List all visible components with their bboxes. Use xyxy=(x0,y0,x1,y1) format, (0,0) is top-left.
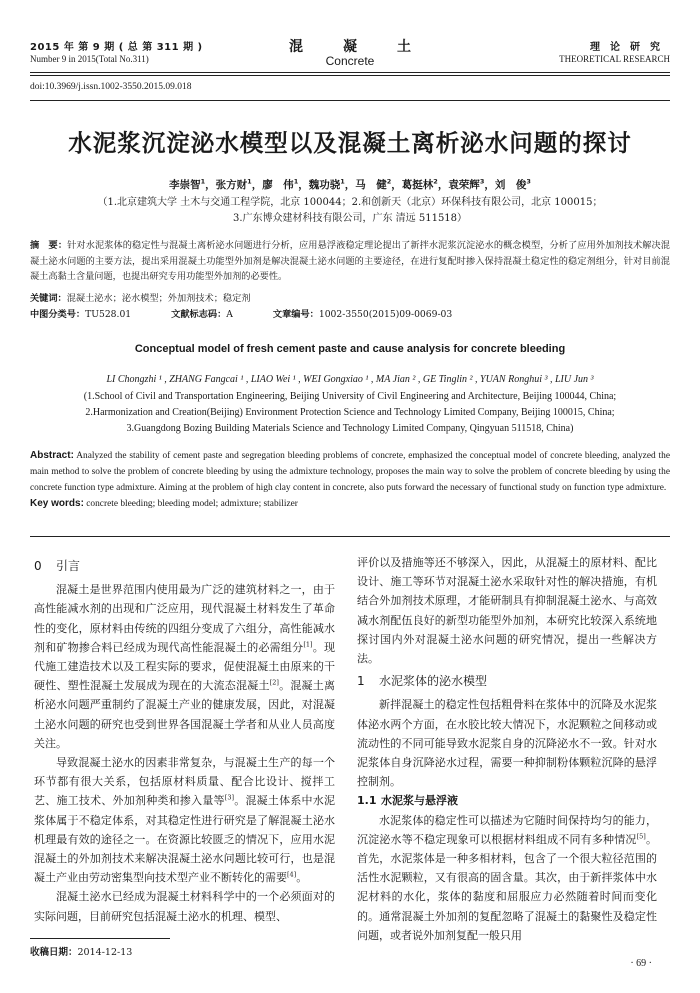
author: 马 健 xyxy=(355,179,387,191)
received-date xyxy=(30,944,132,958)
paragraph xyxy=(357,553,657,668)
author-affil-mark: 1 xyxy=(200,177,206,186)
affiliation-en-line: (1.School of Civil and Transportation Engineering, Beijing University of Civil Engineering and Architecture, Beijing 100044, China; xyxy=(83,391,617,402)
classification-line xyxy=(30,306,452,320)
paragraph-text: 新拌混凝土的稳定性包括粗骨料在浆体中的沉降及水泥浆体泌水两个方面，在水胶比较大情况下，水泥颗粒之间移动或流动性的不同可能导致水泥浆自身的沉降泌水不一致。针对水泥浆体自身沉降泌水过程，需要一种抑制粉体颗粒沉降的悬浮控制剂。 xyxy=(357,698,657,789)
section-title: 引言 xyxy=(56,559,81,573)
header-rule-thin xyxy=(30,75,670,76)
affiliation-cn-line: 3.广东博众建材科技有限公司，广东 清远 511518） xyxy=(232,213,468,224)
issue-en: Number 9 in 2015(Total No.311) xyxy=(30,54,149,64)
author: 廖 伟 xyxy=(262,179,294,191)
doc-code-label: 文献标志码： xyxy=(171,309,227,320)
paragraph xyxy=(357,811,657,945)
citation: [3] xyxy=(224,793,234,802)
journal-name-cn: 混凝土 xyxy=(289,39,451,55)
section-number: 1 xyxy=(357,674,365,689)
section-title: 水泥浆体的泌水模型 xyxy=(379,674,488,689)
authors-cn: 李崇智$^1$，张方财$^1$，廖 伟$^1$，魏功骁$^1$，马 健$^2$，葛挺林$^2$，袁荣辉$^3$，刘 俊$^3$ xyxy=(169,177,531,191)
author-affil-mark: 2 xyxy=(433,177,438,186)
citation: [1] xyxy=(303,640,313,649)
citation: [2] xyxy=(269,678,279,687)
abstract-en-label: Abstract: xyxy=(30,450,74,461)
keywords-en-label: Key words: xyxy=(30,498,84,509)
authors-en: LI Chongzhi ¹ , ZHANG Fangcai ¹ , LIAO Wei ¹ , WEI Gongxiao ¹ , MA Jian ² , GE Tinglin ² , YUAN Ronghui ³ , LIU Jun ³ xyxy=(106,374,594,385)
paragraph xyxy=(34,887,335,925)
abstract-rule xyxy=(30,536,670,537)
paragraph-text: 。现代施工建造技术以及工程实际的要求，促使混凝土由原来的干硬性、塑性混凝土发展成为现在的大流态混凝土 xyxy=(34,640,336,693)
body-column-right xyxy=(357,553,657,945)
paragraph-text: 。首先，水泥浆体是一种多相材料，包含了一个很大粒径范围的活性水泥颗粒，又有很高的固含量。其次，由于新拌浆体中水泥材料的水化，浆体的黏度和屈服应力必然随着时间而变化的。通常混凝土外加剂的复配忽略了混凝土的黏聚性及稳定性问题，或者说外加剂复配一般只用 xyxy=(357,832,658,942)
page-number: · 69 · xyxy=(630,958,652,969)
author-affil-mark: 3 xyxy=(526,177,531,186)
abstract-en-text: Analyzed the stability of cement paste and segregation bleeding problems of concrete, emphasized the conceptual model of concrete bleeding, analyzed the main method to solve the problem of concrete bleeding by using the admixture technology, proposes the main way to solve the problem of concrete bleeding by using the concrete function type admixture. Aiming at the problem of high clay content in concrete, also puts forward the necessary of functional study on function type admixture. xyxy=(30,451,670,493)
author: 李崇智 xyxy=(169,179,201,191)
section-heading xyxy=(34,557,335,576)
received-label: 收稿日期： xyxy=(30,947,78,958)
keywords-en-text: concrete bleeding; bleeding model; admixture; stabilizer xyxy=(86,499,298,509)
paragraph xyxy=(34,753,335,887)
running-header xyxy=(30,38,670,74)
abstract-en xyxy=(30,448,670,512)
citation: [4] xyxy=(287,870,297,879)
paragraph-text: 。混凝土体系中水泥浆体属于不稳定体系，对其稳定性进行研究是了解混凝土泌水机理最有效的途径之一。在资源比较匮乏的情况下，应用水泥混凝土的外加剂技术来解决混凝土泌水问题比较可行，也是混凝土产业由劳动密集型向技术型产业不断转化的需要 xyxy=(34,794,336,885)
doi-rule xyxy=(30,100,670,101)
paragraph-text: 。 xyxy=(296,871,308,885)
author-affil-mark: 2 xyxy=(386,177,392,186)
column-cn: 理论研究 xyxy=(590,42,670,53)
abstract-cn xyxy=(30,238,670,285)
paper-title-en: Conceptual model of fresh cement paste and cause analysis for concrete bleeding xyxy=(134,343,566,355)
author: 葛挺林 xyxy=(401,179,434,191)
column-en: THEORETICAL RESEARCH xyxy=(559,54,670,64)
keywords-cn xyxy=(30,290,251,304)
author-affil-mark: 1 xyxy=(293,177,299,186)
paragraph-text: 。混凝土离析泌水问题严重制约了混凝土产业的健康发展，因此，对混凝土泌水问题的研究也受到世界各国混凝土学者和从业人员高度关注。 xyxy=(34,679,336,750)
affiliation-cn-line: （1.北京建筑大学 土木与交通工程学院，北京 100044；2.和创新天（北京）环保科技有限公司，北京 100015； xyxy=(97,197,603,208)
received-value: 2014-12-13 xyxy=(77,947,133,958)
paper-title-cn: 水泥浆沉淀泌水模型以及混凝土离析泌水问题的探讨 xyxy=(68,129,632,157)
paragraph xyxy=(34,580,335,753)
author-affil-mark: 3 xyxy=(479,177,485,186)
subsection-heading xyxy=(357,791,657,810)
paragraph xyxy=(357,695,657,791)
footnote-rule xyxy=(30,938,170,939)
author-affil-mark: 1 xyxy=(340,177,345,186)
section-heading xyxy=(357,672,657,691)
paragraph-text: 混凝土是世界范围内使用最为广泛的建筑材料之一，由于高性能减水剂的出现和广泛应用，现代混凝土材料发生了革命性的变化，原材料由传统的四组分变成了六组分，高性能减水剂和矿物掺合料已经成为现代高性能混凝土的必需组分 xyxy=(34,583,335,654)
affiliation-en-line: 2.Harmonization and Creation(Beijing) Environment Protection Science and Technology Limited Company, Beijing 100015, China; xyxy=(85,407,615,418)
clc-label: 中图分类号： xyxy=(30,309,86,320)
abstract-cn-text: 针对水泥浆体的稳定性与混凝土离析泌水问题进行分析，应用悬浮液稳定理论提出了新拌水泥浆沉淀泌水的概念模型，分析了应用外加剂技术解决混凝土泌水问题的主要方法，提出采用混凝土功能型外加剂是解决混凝土泌水问题的主要途径，在进行复配时掺入保持混凝土稳定性的稳定剂组分，针对目前混凝土高黏土含量问题，也提出研究专用功能型外加剂的必要性。 xyxy=(30,240,670,282)
paragraph-text: 导致混凝土泌水的因素非常复杂，与混凝土生产的每一个环节都有很大关系，包括原材料质量、配合比设计、搅拌工艺、施工技术、外加剂种类和掺入量等 xyxy=(34,756,335,808)
subsection-number: 1.1 xyxy=(357,794,377,808)
doi: doi:10.3969/j.issn.1002-3550.2015.09.018 xyxy=(30,82,192,92)
keywords-cn-label: 关键词： xyxy=(30,293,67,304)
body-column-left xyxy=(34,553,335,926)
header-rule xyxy=(30,72,670,73)
journal-name-en: Concrete xyxy=(325,54,375,68)
author: 袁荣辉 xyxy=(448,179,480,191)
keywords-cn-text: 混凝土泌水；泌水模型；外加剂技术；稳定剂 xyxy=(66,293,251,304)
author: 刘 俊 xyxy=(494,179,527,191)
paragraph-text: 混凝土泌水已经成为混凝土材料科学中的一个必须面对的实际问题，目前研究包括混凝土泌水的机理、模型、 xyxy=(34,890,335,923)
author-affil-mark: 1 xyxy=(247,177,252,186)
author: 魏功骁 xyxy=(308,179,341,191)
subsection-title: 水泥浆与悬浮液 xyxy=(381,794,458,808)
paragraph-text: 水泥浆体的稳定性可以描述为它随时间保持均匀的能力，沉淀泌水等不稳定现象可以根据材料组成不同有多种情况 xyxy=(357,813,657,846)
author: 张方财 xyxy=(215,179,248,191)
citation: [5] xyxy=(636,832,646,841)
abstract-cn-label: 摘 要： xyxy=(30,240,68,251)
section-number: 0 xyxy=(34,559,42,573)
affiliation-en-line: 3.Guangdong Bozing Building Materials Science and Technology Limited Company, Qingyuan 511518, China) xyxy=(126,423,574,434)
issue-cn: 2015 年 第 9 期 ( 总 第 311 期 ) xyxy=(30,42,203,53)
article-id: 1002-3550(2015)09-0069-03 xyxy=(318,309,453,320)
clc-code: TU528.01 xyxy=(85,309,132,320)
article-id-label: 文章编号： xyxy=(272,309,319,320)
doc-code: A xyxy=(226,309,233,320)
paragraph-text: 评价以及措施等还不够深入，因此，从混凝土的原材料、配比设计、施工等环节对混凝土泌水采取针对性的解决措施，有机结合外加剂技术原理，才能研制具有抑制混凝土泌水、与高效减水剂配伍良好的新型功能型外加剂，本研究比较深入系统地探讨国内外对混凝土泌水问题的研究情况，提出一些解决方法。 xyxy=(357,556,657,666)
